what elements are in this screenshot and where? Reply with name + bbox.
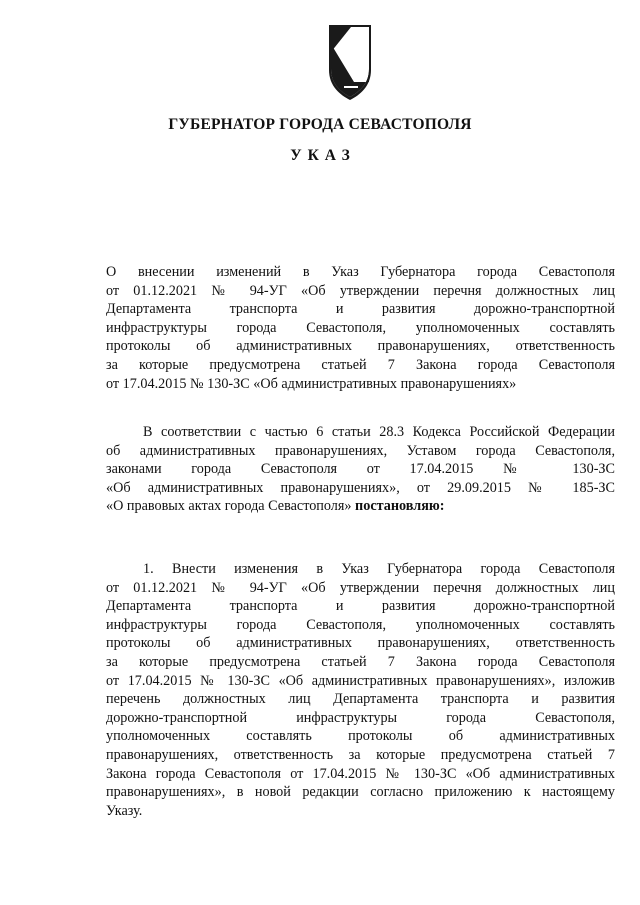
item-line: протоколы об административных правонарушениях, ответственность xyxy=(106,635,615,652)
item-line: уполномоченных составлять протоколы об административных xyxy=(106,728,615,745)
subject-line: О внесении изменений в Указ Губернатора города Севастополя xyxy=(106,264,615,280)
item-line: правонарушениях, ответственность за которые предусмотрена статьей 7 xyxy=(106,746,615,763)
decree-preamble xyxy=(106,423,615,516)
item-line: за которые предусмотрена статьей 7 Закона города Севастополя xyxy=(106,653,615,670)
subject-line: Департамента транспорта и развития дорожно-транспортной xyxy=(106,301,615,318)
subject-line: протоколы об административных правонарушениях, ответственность xyxy=(106,338,615,355)
sevastopol-coat-of-arms-icon xyxy=(326,22,374,102)
item-line: правонарушениях», в новой редакции согласно приложению к настоящему xyxy=(106,784,615,801)
preamble-last-text: «О правовых актах города Севастополя» xyxy=(106,498,352,515)
preamble-line: «Об административных правонарушениях», от 29.09.2015 № 185-ЗС xyxy=(106,479,615,496)
item-line: Указу. xyxy=(106,802,143,819)
decree-subject xyxy=(106,263,615,393)
preamble-line xyxy=(106,497,615,516)
preamble-line: об административных правонарушениях, Уставом города Севастополя, xyxy=(106,442,615,459)
item-line: перечень должностных лиц Департамента транспорта и развития xyxy=(106,691,615,708)
subject-line: инфраструктуры города Севастополя, уполномоченных составлять xyxy=(106,319,615,336)
item-line: дорожно-транспортной инфраструктуры города Севастополя, xyxy=(106,709,615,726)
subject-line: от 01.12.2021 № 94-УГ «Об утверждении перечня должностных лиц xyxy=(106,282,615,299)
item-line: от 01.12.2021 № 94-УГ «Об утверждении перечня должностных лиц xyxy=(106,579,615,596)
item-line: от 17.04.2015 № 130-ЗС «Об административных правонарушениях», изложив xyxy=(106,672,615,689)
resolution-word: постановляю: xyxy=(355,498,445,515)
item-line: Закона города Севастополя от 17.04.2015 № 130-ЗС «Об административных xyxy=(106,765,615,782)
subject-line: от 17.04.2015 № 130-ЗС «Об административных правонарушениях» xyxy=(106,375,517,392)
issuer-title: ГУБЕРНАТОР ГОРОДА СЕВАСТОПОЛЯ xyxy=(168,116,472,133)
decree-item-1 xyxy=(106,560,615,820)
item-line: 1. Внести изменения в Указ Губернатора города Севастополя xyxy=(143,561,615,577)
item-line: Департамента транспорта и развития дорожно-транспортной xyxy=(106,598,615,615)
document-type: УКАЗ xyxy=(290,147,356,164)
preamble-line: В соответствии с частью 6 статьи 28.3 Кодекса Российской Федерации xyxy=(143,424,615,440)
preamble-line: законами города Севастополя от 17.04.2015 № 130-ЗС xyxy=(106,461,615,478)
item-line: инфраструктуры города Севастополя, уполномоченных составлять xyxy=(106,616,615,633)
subject-line: за которые предусмотрена статьей 7 Закона города Севастополя xyxy=(106,356,615,373)
